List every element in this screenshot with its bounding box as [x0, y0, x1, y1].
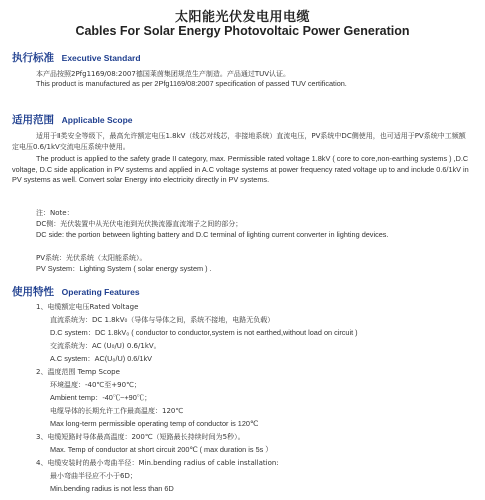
executive-standard-heading [12, 50, 141, 65]
note-label: 注：Note： [36, 209, 74, 217]
feature-line: 交流系统为：AC (U₀/U) 0.6/1kV。 [50, 342, 161, 350]
executive-line-cn: 本产品按照2Pfg1169/08:2007德国莱茵集团规范生产制造。产品通过TUV认证。 [36, 70, 291, 78]
executive-heading-cn: 执行标准 [12, 52, 54, 64]
feature-line: 直流系统为：DC 1.8kV₀（导体与导体之间，系统不接地，电路无负载） [50, 316, 275, 324]
feature-line: 4、电缆安装时的最小弯曲半径：Min.bending radius of cable installation: [36, 459, 279, 467]
feature-line: 最小弯曲半径应不小于6D； [50, 472, 137, 480]
executive-line-en: This product is manufactured as per 2Pfg1169/08:2007 specification of passed TUV certification. [36, 79, 347, 88]
dc-side-en: DC side: the portion between lighting battery and D.C terminal of lighting current converter in lighting devices. [36, 230, 389, 239]
feature-line: Ambient temp：-40℃~+90℃； [50, 393, 152, 402]
feature-line: Max. Temp of conductor at short circuit 200℃ ( max duration is 5s ） [50, 445, 273, 454]
feature-line: 环境温度：-40℃至+90℃； [50, 381, 141, 389]
applicable-scope-heading [12, 112, 133, 127]
title-english: Cables For Solar Energy Photovoltaic Power Generation [75, 24, 410, 38]
features-heading-cn: 使用特性 [12, 286, 54, 298]
feature-line: 3、电缆短路时导体最高温度：200℃（短路最长持续时间为5秒）。 [36, 433, 245, 441]
scope-heading-cn: 适用范围 [12, 114, 54, 126]
feature-line: 2、温度范围 Temp Scope [36, 368, 120, 376]
feature-line: Min.bending radius is not less than 6D [50, 484, 174, 493]
feature-line: Max long-term permissible operating temp of conductor is 120℃ [50, 419, 259, 428]
feature-line: A.C system：AC(U₀/U) 0.6/1kV [50, 354, 152, 363]
scope-paragraph-en: The product is applied to the safety grade II category, max. Permissible rated voltage 1.8kV ( core to core,non-earthing systems ) ,D.C voltage, D.C side application in PV systems and applied in A.C voltage systems at power frequency rated voltage up to and include 0.6/1kV in PV systems as well. Convert solar Energy into electricity directly in PV systems. [12, 154, 469, 184]
feature-line: D.C system：DC 1.8kV₀ ( conductor to conductor,system is not earthed,without load on circuit ) [50, 328, 358, 337]
scope-heading-en: Applicable Scope [61, 115, 133, 125]
executive-heading-en: Executive Standard [61, 53, 141, 63]
feature-line: 1、电缆额定电压Rated Voltage [36, 303, 139, 311]
title-chinese: 太阳能光伏发电用电缆 [174, 10, 310, 25]
scope-paragraph-cn: 适用于Ⅱ类安全等级下，最高允许额定电压1.8kV（线芯对线芯，非接地系统）直流电压，PV系统中DC侧使用，也可适用于PV系统中工频额定电压0.6/1kV交流电压系统中使用。 [12, 132, 466, 151]
operating-features-heading [12, 284, 140, 299]
pv-system-cn: PV系统：光伏系统（太阳能系统）。 [36, 254, 147, 262]
feature-line: 电缆导体的长期允许工作最高温度：120℃ [50, 407, 184, 415]
dc-side-cn: DC侧：光伏装置中从光伏电池到光伏换流器直流端子之间的部分； [36, 220, 243, 228]
features-heading-en: Operating Features [61, 287, 140, 297]
pv-system-en: PV System：Lighting System ( solar energy system ) . [36, 264, 212, 273]
